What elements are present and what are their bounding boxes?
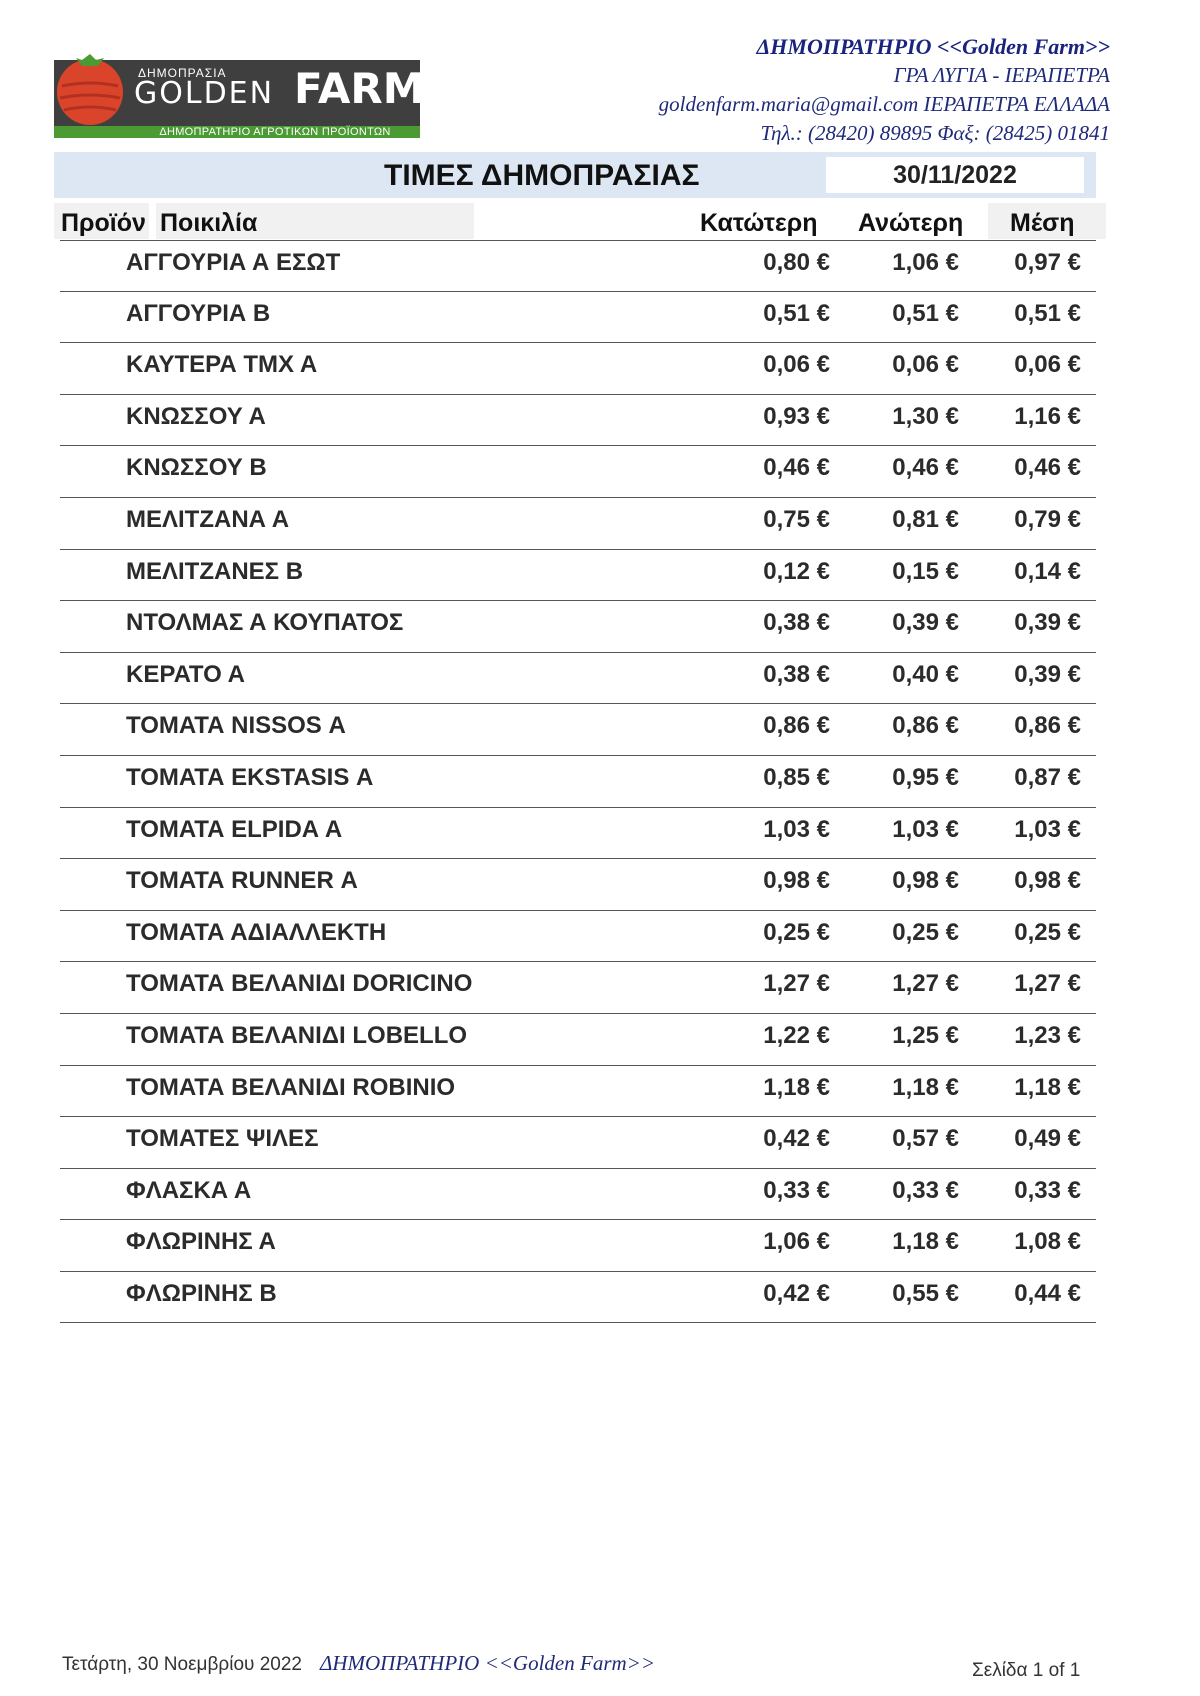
table-row	[60, 1014, 1096, 1066]
table-row	[60, 601, 1096, 653]
low-price-cell: 0,06 €	[763, 351, 830, 379]
table-row	[60, 1220, 1096, 1272]
product-name-cell: ΦΛΩΡΙΝΗΣ Β	[126, 1279, 277, 1307]
high-price-cell: 0,40 €	[892, 660, 959, 688]
logo-golden-text: GOLDEN	[134, 76, 275, 111]
table-row	[60, 343, 1096, 395]
avg-price-cell: 0,33 €	[1014, 1176, 1081, 1204]
high-price-cell: 1,18 €	[892, 1228, 959, 1256]
low-price-cell: 0,93 €	[763, 402, 830, 430]
price-table	[60, 240, 1096, 1323]
logo-subtitle: ΔΗΜΟΠΡΑΤΗΡΙΟ ΑΓΡΟΤΙΚΩΝ ΠΡΟΪΟΝΤΩΝ	[159, 126, 391, 138]
column-header-variety-label: Ποικιλία	[160, 209, 258, 237]
table-row	[60, 498, 1096, 550]
product-name-cell: ΑΓΓΟΥΡΙΑ Β	[126, 299, 271, 327]
table-row	[60, 808, 1096, 860]
product-name-cell: ΤΟΜΑΤΑ ΒΕΛΑΝΙΔΙ LOBELLO	[126, 1021, 468, 1049]
tomato-icon	[52, 50, 128, 126]
low-price-cell: 0,12 €	[763, 557, 830, 585]
avg-price-cell: 1,18 €	[1014, 1073, 1081, 1101]
company-title: ΔΗΜΟΠΡΑΤΗΡΙΟ <<Golden Farm>>	[756, 34, 1110, 59]
table-row	[60, 756, 1096, 808]
footer-company: ΔΗΜΟΠΡΑΤΗΡΙΟ <<Golden Farm>>	[320, 1651, 656, 1675]
avg-price-cell: 1,08 €	[1014, 1228, 1081, 1256]
table-row	[60, 550, 1096, 602]
high-price-cell: 0,06 €	[892, 351, 959, 379]
table-row	[60, 395, 1096, 447]
low-price-cell: 0,25 €	[763, 918, 830, 946]
table-row	[60, 653, 1096, 705]
avg-price-cell: 0,14 €	[1014, 557, 1081, 585]
low-price-cell: 0,42 €	[763, 1125, 830, 1153]
logo-top-text: ΔΗΜΟΠΡΑΣΙΑ	[138, 66, 227, 80]
avg-price-cell: 0,86 €	[1014, 712, 1081, 740]
high-price-cell: 0,25 €	[892, 918, 959, 946]
low-price-cell: 1,27 €	[763, 970, 830, 998]
table-row	[60, 704, 1096, 756]
company-header	[659, 32, 1110, 148]
low-price-cell: 0,38 €	[763, 660, 830, 688]
low-price-cell: 1,06 €	[763, 1228, 830, 1256]
product-name-cell: ΚΝΩΣΣΟΥ Β	[126, 454, 267, 482]
low-price-cell: 0,42 €	[763, 1279, 830, 1307]
product-name-cell: ΤΟΜΑΤΑ ΒΕΛΑΝΙΔΙ DORICINO	[126, 970, 473, 998]
high-price-cell: 0,81 €	[892, 505, 959, 533]
high-price-cell: 1,27 €	[892, 970, 959, 998]
column-header-avg	[988, 203, 1106, 239]
low-price-cell: 0,33 €	[763, 1176, 830, 1204]
high-price-cell: 0,95 €	[892, 763, 959, 791]
low-price-cell: 1,18 €	[763, 1073, 830, 1101]
footer-page-number: Σελίδα 1 of 1	[972, 1660, 1081, 1681]
low-price-cell: 0,98 €	[763, 867, 830, 895]
avg-price-cell: 1,16 €	[1014, 402, 1081, 430]
footer-date: Τετάρτη, 30 Νοεμβρίου 2022	[62, 1654, 302, 1675]
high-price-cell: 0,46 €	[892, 454, 959, 482]
table-row	[60, 1272, 1096, 1324]
title-bar	[54, 152, 1096, 198]
high-price-cell: 0,15 €	[892, 557, 959, 585]
avg-price-cell: 1,03 €	[1014, 815, 1081, 843]
product-name-cell: ΦΛΑΣΚΑ Α	[126, 1176, 252, 1204]
high-price-cell: 1,03 €	[892, 815, 959, 843]
table-row	[60, 446, 1096, 498]
low-price-cell: 1,22 €	[763, 1021, 830, 1049]
product-name-cell: ΑΓΓΟΥΡΙΑ Α ΕΣΩΤ	[126, 249, 341, 276]
avg-price-cell: 0,06 €	[1014, 351, 1081, 379]
product-name-cell: ΤΟΜΑΤΑ RUNNER Α	[126, 867, 358, 895]
avg-price-cell: 0,97 €	[1014, 249, 1081, 276]
column-header-low-label: Κατώτερη	[700, 209, 818, 237]
high-price-cell: 0,51 €	[892, 299, 959, 327]
avg-price-cell: 0,39 €	[1014, 660, 1081, 688]
table-row	[60, 859, 1096, 911]
avg-price-cell: 0,46 €	[1014, 454, 1081, 482]
table-row	[60, 962, 1096, 1014]
low-price-cell: 0,38 €	[763, 609, 830, 637]
avg-price-cell: 1,23 €	[1014, 1021, 1081, 1049]
product-name-cell: ΜΕΛΙΤΖΑΝΕΣ Β	[126, 557, 304, 585]
table-row	[60, 1169, 1096, 1221]
table-row	[60, 911, 1096, 963]
column-header-product	[54, 203, 149, 239]
low-price-cell: 0,46 €	[763, 454, 830, 482]
high-price-cell: 1,30 €	[892, 402, 959, 430]
low-price-cell: 1,03 €	[763, 815, 830, 843]
avg-price-cell: 0,39 €	[1014, 609, 1081, 637]
low-price-cell: 0,85 €	[763, 763, 830, 791]
product-name-cell: ΦΛΩΡΙΝΗΣ Α	[126, 1228, 276, 1256]
company-phone: Τηλ.: (28420) 89895 Φαξ: (28425) 01841	[760, 121, 1110, 145]
high-price-cell: 0,55 €	[892, 1279, 959, 1307]
avg-price-cell: 0,25 €	[1014, 918, 1081, 946]
logo-farm-text: FARM	[294, 64, 425, 113]
product-name-cell: ΜΕΛΙΤΖΑΝΑ Α	[126, 505, 290, 533]
low-price-cell: 0,86 €	[763, 712, 830, 740]
product-name-cell: ΤΟΜΑΤΑ ΑΔΙΑΛΛΕΚΤΗ	[126, 918, 387, 946]
high-price-cell: 0,57 €	[892, 1125, 959, 1153]
company-location: ΓΡΑ ΛΥΓΙΑ - ΙΕΡΑΠΕΤΡΑ	[893, 63, 1110, 87]
high-price-cell: 0,33 €	[892, 1176, 959, 1204]
column-header-variety	[156, 203, 474, 239]
product-name-cell: ΝΤΟΛΜΑΣ Α ΚΟΥΠΑΤΟΣ	[126, 609, 404, 637]
low-price-cell: 0,51 €	[763, 299, 830, 327]
avg-price-cell: 0,87 €	[1014, 763, 1081, 791]
column-header-product-label: Προϊόν	[61, 209, 146, 237]
table-row	[60, 1117, 1096, 1169]
column-header-low	[700, 203, 840, 239]
product-name-cell: ΚΕΡΑΤΟ Α	[126, 660, 245, 688]
high-price-cell: 1,18 €	[892, 1073, 959, 1101]
product-name-cell: ΚΝΩΣΣΟΥ Α	[126, 402, 266, 430]
high-price-cell: 0,86 €	[892, 712, 959, 740]
product-name-cell: ΤΟΜΑΤΑ ΒΕΛΑΝΙΔΙ ROBINIO	[126, 1073, 456, 1101]
table-row	[60, 1066, 1096, 1118]
auction-date: 30/11/2022	[826, 157, 1084, 193]
high-price-cell: 0,39 €	[892, 609, 959, 637]
product-name-cell: ΤΟΜΑΤΑ EKSTASIS Α	[126, 763, 374, 791]
column-header-high	[858, 203, 974, 239]
product-name-cell: ΤΟΜΑΤΑ ELPIDA Α	[126, 815, 343, 843]
table-row	[60, 240, 1096, 292]
high-price-cell: 1,06 €	[892, 249, 959, 276]
product-name-cell: ΤΟΜΑΤΕΣ ΨΙΛΕΣ	[126, 1125, 319, 1153]
avg-price-cell: 0,79 €	[1014, 505, 1081, 533]
low-price-cell: 0,75 €	[763, 505, 830, 533]
company-email[interactable]: goldenfarm.maria@gmail.com ΙΕΡΑΠΕΤΡΑ ΕΛΛΑΔΑ	[658, 92, 1110, 116]
avg-price-cell: 0,49 €	[1014, 1125, 1081, 1153]
table-row	[60, 292, 1096, 344]
document-title: ΤΙΜΕΣ ΔΗΜΟΠΡΑΣΙΑΣ	[384, 159, 700, 192]
avg-price-cell: 0,44 €	[1014, 1279, 1081, 1307]
avg-price-cell: 0,98 €	[1014, 867, 1081, 895]
avg-price-cell: 0,51 €	[1014, 299, 1081, 327]
column-header-avg-label: Μέση	[1010, 209, 1075, 237]
high-price-cell: 1,25 €	[892, 1021, 959, 1049]
avg-price-cell: 1,27 €	[1014, 970, 1081, 998]
golden-farm-logo	[54, 60, 425, 138]
high-price-cell: 0,98 €	[892, 867, 959, 895]
column-header-high-label: Ανώτερη	[858, 209, 964, 237]
low-price-cell: 0,80 €	[763, 249, 830, 276]
product-name-cell: ΚΑΥΤΕΡΑ ΤΜΧ Α	[126, 351, 318, 379]
product-name-cell: ΤΟΜΑΤΑ NISSOS Α	[126, 712, 346, 740]
